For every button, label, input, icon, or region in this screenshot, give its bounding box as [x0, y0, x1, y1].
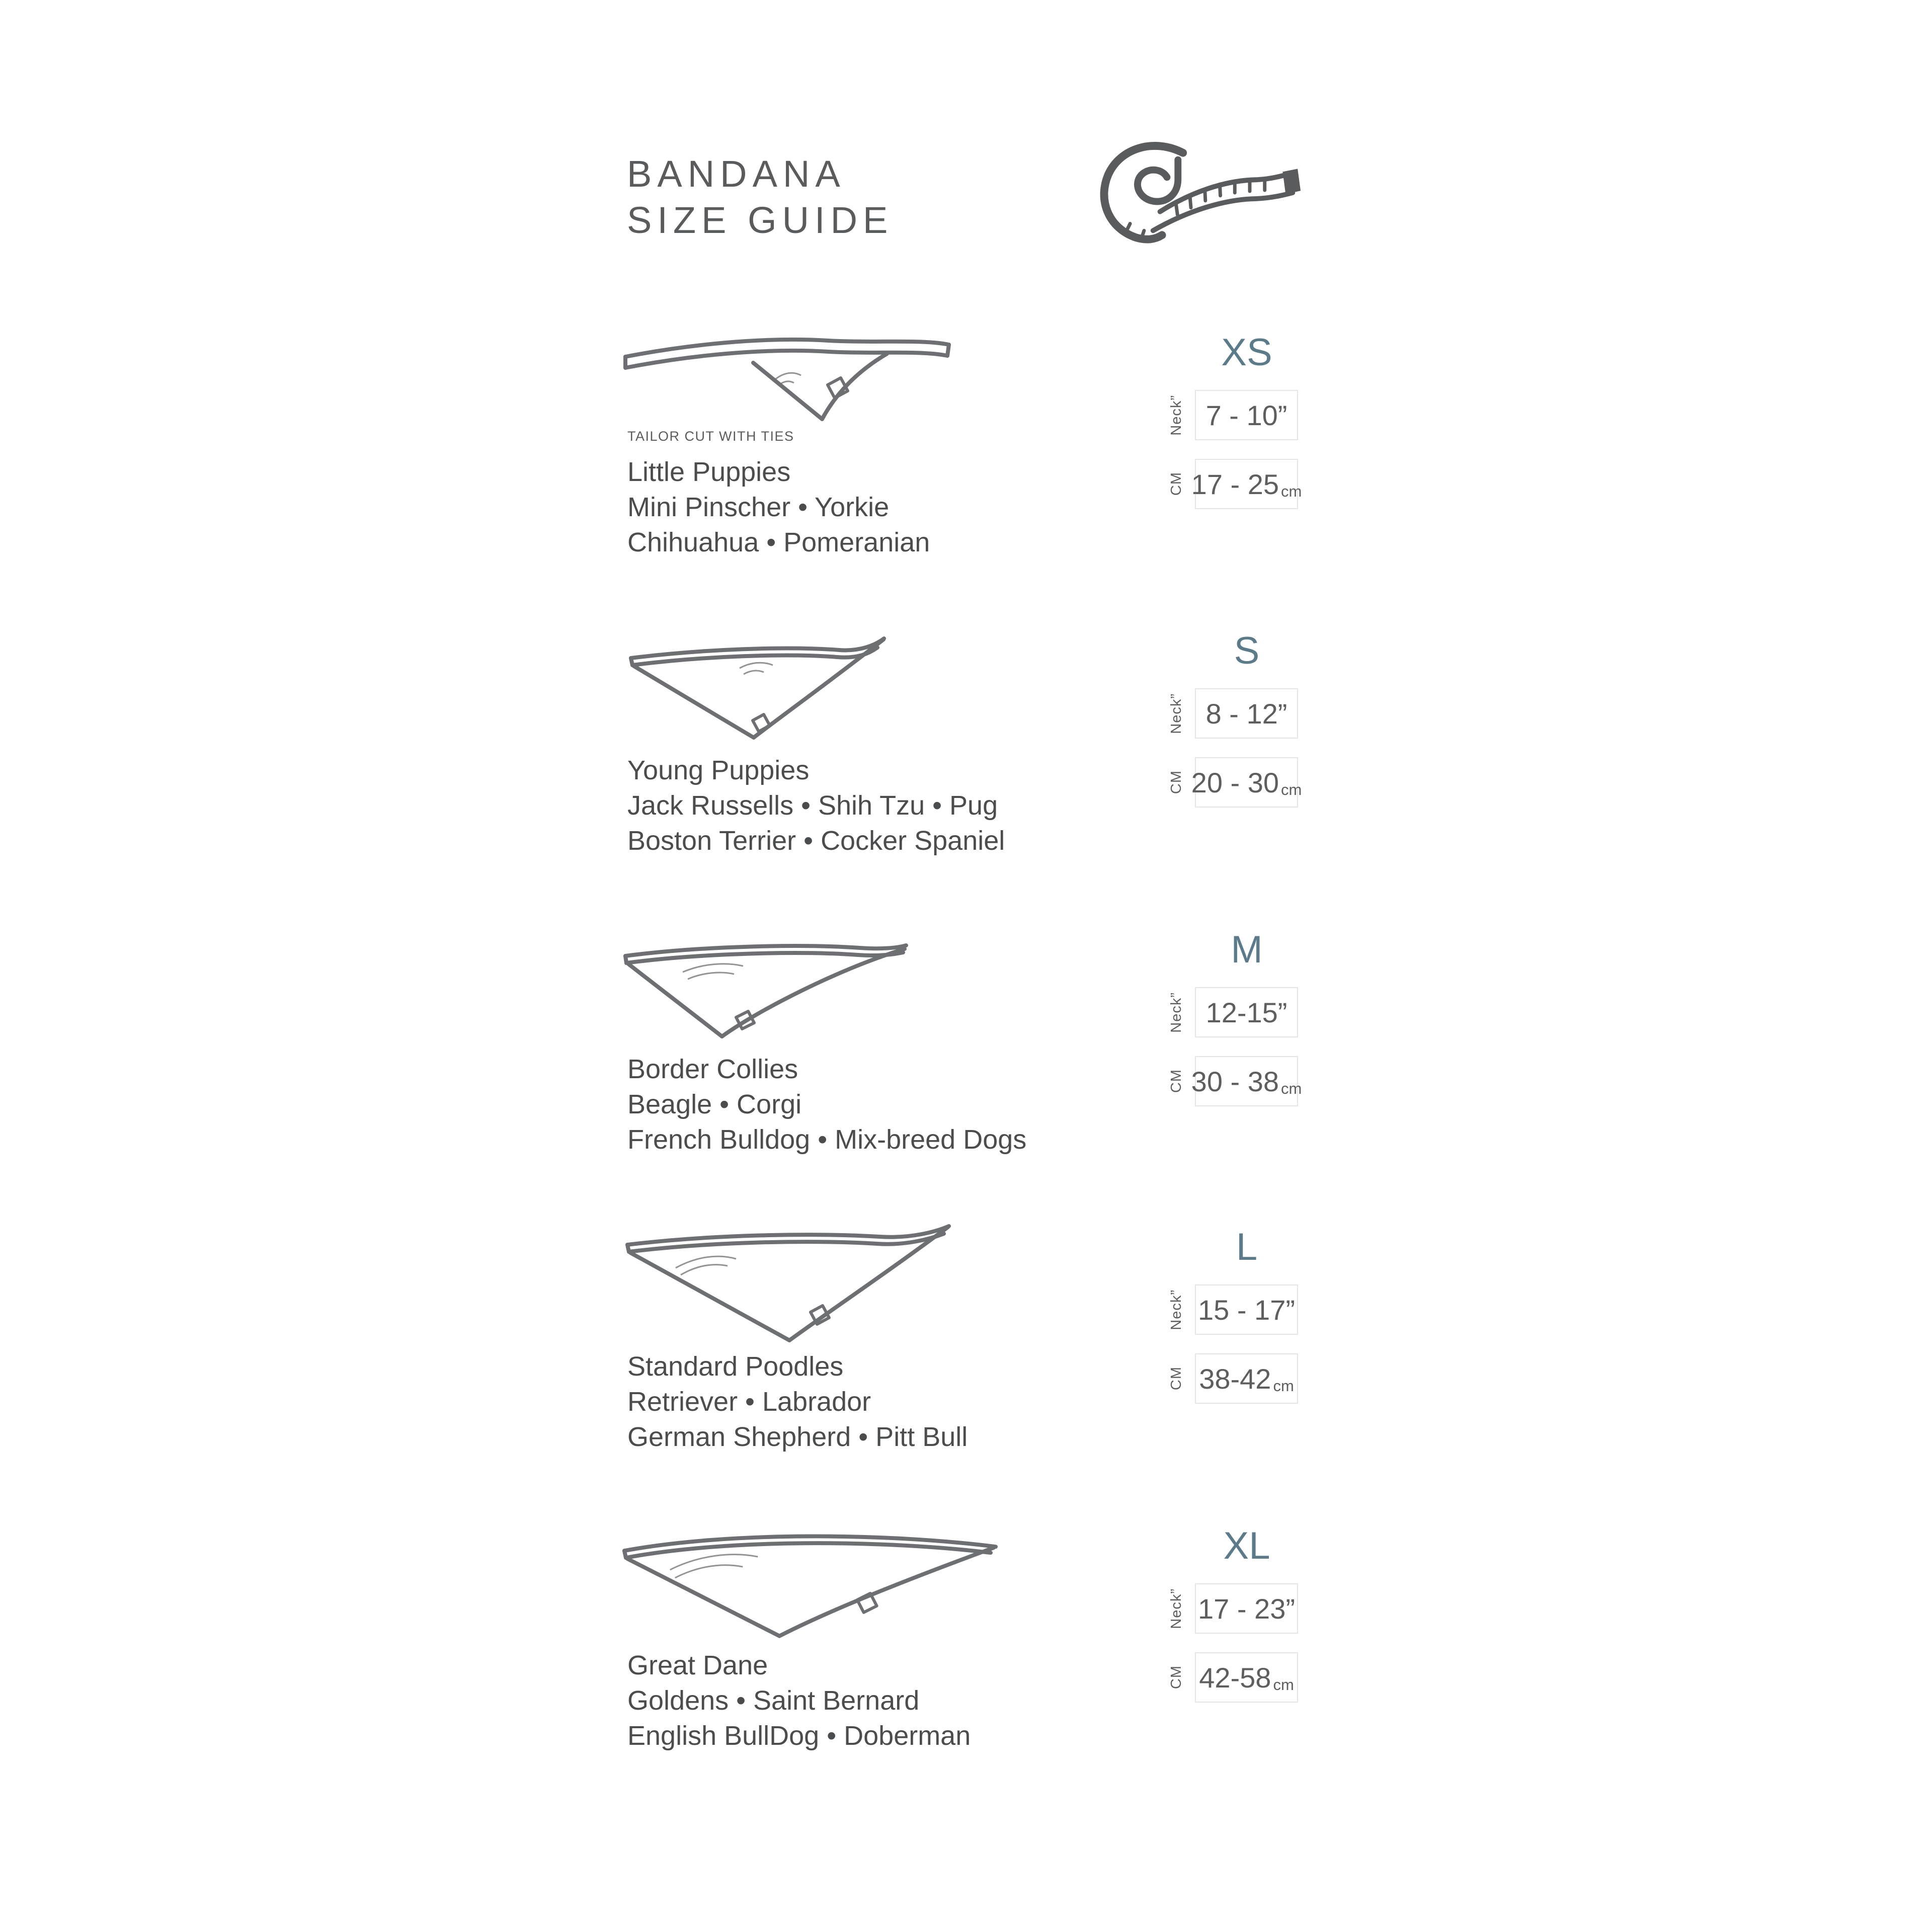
neck-inches-value: 17 - 23”	[1198, 1592, 1295, 1625]
breed-line: Beagle • Corgi	[627, 1089, 802, 1119]
neck-cm-value: 30 - 38	[1191, 1065, 1279, 1097]
cm-label: CM	[1168, 1665, 1184, 1689]
breed-line: Chihuahua • Pomeranian	[627, 527, 930, 557]
bandana-l-illustration	[625, 1224, 955, 1344]
cm-unit: cm	[1273, 1377, 1294, 1395]
neck-label: Neck”	[1168, 1588, 1184, 1629]
neck-inches-box	[1195, 1284, 1298, 1335]
breed-line: French Bulldog • Mix-breed Dogs	[627, 1124, 1027, 1155]
neck-cm-value: 20 - 30	[1191, 766, 1279, 798]
neck-inches-value: 8 - 12”	[1205, 697, 1287, 730]
title-line-2: SIZE GUIDE	[627, 199, 894, 241]
neck-label: Neck”	[1168, 1289, 1184, 1330]
neck-cm-box	[1191, 1056, 1302, 1106]
size-code-l: L	[1236, 1226, 1258, 1268]
breed-line: Boston Terrier • Cocker Spaniel	[627, 826, 1005, 856]
cm-label: CM	[1168, 1069, 1184, 1093]
neck-cm-value: 42-58	[1199, 1661, 1271, 1694]
breed-line: Retriever • Labrador	[627, 1387, 871, 1417]
neck-inches-value: 7 - 10”	[1205, 399, 1287, 431]
breed-line: Mini Pinscher • Yorkie	[627, 492, 890, 522]
cm-label: CM	[1168, 1366, 1184, 1391]
cm-unit: cm	[1281, 781, 1302, 798]
breed-line: Great Dane	[627, 1650, 768, 1680]
size-code-xs: XS	[1221, 331, 1272, 374]
neck-cm-box	[1191, 459, 1302, 509]
breed-line: English BullDog • Doberman	[627, 1721, 971, 1751]
breed-list-l	[627, 1349, 968, 1455]
bandana-xl-illustration	[622, 1525, 999, 1640]
cm-unit: cm	[1281, 1080, 1302, 1097]
breed-list-s	[627, 753, 1005, 858]
breed-line: Border Collies	[627, 1054, 798, 1084]
neck-inches-box	[1195, 688, 1298, 739]
neck-cm-value: 38-42	[1199, 1362, 1271, 1395]
neck-label: Neck”	[1168, 693, 1184, 734]
measuring-tape-icon	[1084, 132, 1304, 257]
breed-line: Little Puppies	[627, 457, 791, 487]
bandana-xs-illustration	[622, 330, 952, 425]
cut-note: TAILOR CUT WITH TIES	[627, 429, 794, 444]
breed-line: German Shepherd • Pitt Bull	[627, 1422, 968, 1452]
breed-line: Young Puppies	[627, 755, 810, 785]
breed-line: Jack Russells • Shih Tzu • Pug	[627, 790, 998, 821]
breed-list-xs	[627, 454, 930, 560]
size-code-xl: XL	[1223, 1524, 1270, 1567]
cm-label: CM	[1168, 770, 1184, 794]
title-line-1: BANDANA	[627, 153, 846, 195]
bandana-m-illustration	[622, 936, 909, 1042]
neck-cm-value: 17 - 25	[1191, 468, 1279, 500]
cm-unit: cm	[1281, 482, 1302, 500]
breed-line: Standard Poodles	[627, 1351, 844, 1382]
neck-inches-box	[1195, 1583, 1298, 1634]
neck-inches-value: 12-15”	[1205, 996, 1287, 1028]
breed-list-m	[627, 1052, 1026, 1157]
cm-label: CM	[1168, 472, 1184, 496]
neck-label: Neck”	[1168, 394, 1184, 436]
bandana-s-illustration	[628, 635, 887, 746]
neck-inches-value: 15 - 17”	[1198, 1294, 1295, 1326]
breed-list-xl	[627, 1648, 971, 1753]
size-code-s: S	[1234, 629, 1260, 672]
cm-unit: cm	[1273, 1676, 1294, 1694]
breed-line: Goldens • Saint Bernard	[627, 1685, 920, 1716]
neck-label: Neck”	[1168, 992, 1184, 1033]
size-code-m: M	[1231, 928, 1263, 971]
neck-cm-box	[1191, 757, 1302, 808]
neck-cm-box	[1195, 1652, 1298, 1703]
neck-cm-box	[1195, 1353, 1298, 1404]
neck-inches-box	[1195, 390, 1298, 440]
page-title	[627, 151, 893, 244]
neck-inches-box	[1195, 987, 1298, 1037]
